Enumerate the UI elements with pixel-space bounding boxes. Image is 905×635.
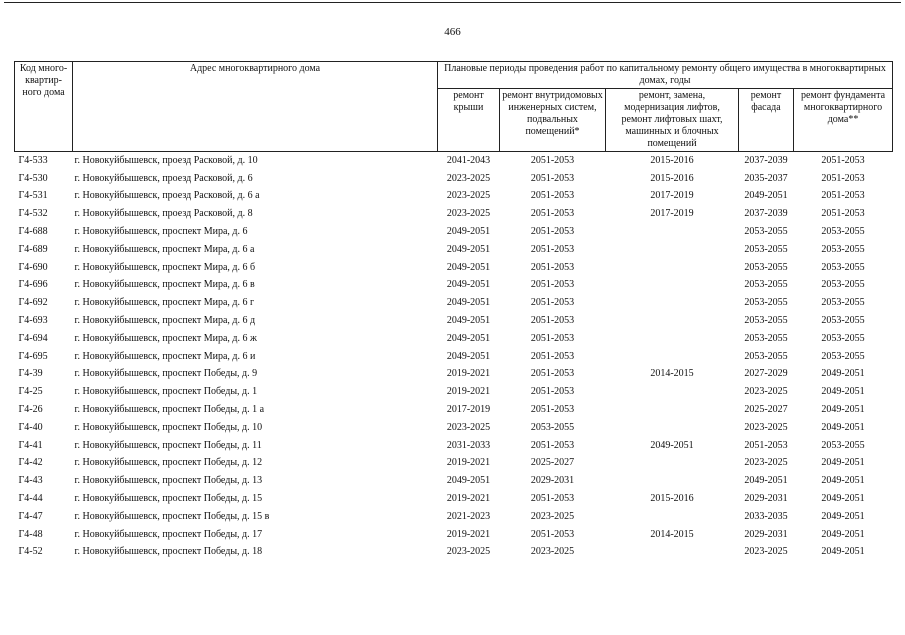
cell-roof-period: 2049-2051 (446, 315, 491, 327)
top-rule (4, 2, 901, 3)
cell-roof-period: 2019-2021 (446, 368, 491, 380)
table-row (15, 455, 893, 473)
cell-foundation-period: 2053-2055 (821, 315, 865, 327)
cell-address: г. Новокуйбышевск, проспект Победы, д. 18 (74, 546, 263, 558)
cell-elevator-period: 2015-2016 (650, 172, 694, 184)
cell-roof-period: 2017-2019 (446, 404, 491, 416)
cell-roof-period: 2031-2033 (446, 439, 491, 451)
cell-engineering-period: 2051-2053 (530, 190, 575, 202)
cell-facade-period: 2037-2039 (744, 154, 788, 166)
cell-engineering-period: 2051-2053 (530, 154, 575, 166)
cell-facade-period: 2023-2025 (744, 546, 788, 558)
cell-roof-period: 2049-2051 (446, 332, 491, 344)
cell-address: г. Новокуйбышевск, проспект Победы, д. 11 (74, 439, 262, 451)
cell-roof-period: 2049-2051 (446, 297, 491, 309)
header-elevator-repair: ремонт, замена, модернизация лифтов, ремонт лифтовых шахт, машинных и блочных помещений (606, 89, 739, 152)
cell-foundation-period: 2051-2053 (821, 208, 865, 220)
header-engineering-repair: ремонт внутридомовых инженерных систем, подвальных помещений* (500, 89, 606, 152)
cell-foundation-period: 2053-2055 (821, 279, 865, 291)
table-row (15, 170, 893, 188)
table-row (15, 508, 893, 526)
cell-engineering-period: 2023-2025 (530, 510, 575, 522)
cell-building-code: Г4-52 (18, 546, 43, 558)
cell-address: г. Новокуйбышевск, проспект Победы, д. 9 (74, 368, 258, 380)
cell-roof-period: 2023-2025 (446, 421, 491, 433)
cell-address: г. Новокуйбышевск, проспект Победы, д. 10 (74, 421, 263, 433)
header-foundation-repair: ремонт фундамента многоквартирного дома** (794, 89, 893, 152)
cell-foundation-period: 2053-2055 (821, 332, 865, 344)
cell-building-code: Г4-696 (18, 279, 48, 291)
cell-facade-period: 2049-2051 (744, 475, 788, 487)
cell-building-code: Г4-530 (18, 172, 48, 184)
table-row (15, 205, 893, 223)
cell-address: г. Новокуйбышевск, проезд Расковой, д. 6 (74, 172, 253, 184)
cell-building-code: Г4-42 (18, 457, 43, 469)
cell-address: г. Новокуйбышевск, проспект Мира, д. 6 б (74, 261, 256, 273)
cell-engineering-period: 2051-2053 (530, 404, 575, 416)
cell-roof-period: 2049-2051 (446, 243, 491, 255)
cell-elevator-period: 2017-2019 (650, 208, 694, 220)
cell-address: г. Новокуйбышевск, проезд Расковой, д. 10 (74, 154, 258, 166)
cell-engineering-period: 2051-2053 (530, 297, 575, 309)
cell-foundation-period: 2053-2055 (821, 243, 865, 255)
table-row (15, 259, 893, 277)
cell-address: г. Новокуйбышевск, проспект Мира, д. 6 д (74, 315, 256, 327)
cell-roof-period: 2049-2051 (446, 279, 491, 291)
cell-engineering-period: 2051-2053 (530, 368, 575, 380)
cell-foundation-period: 2049-2051 (821, 386, 865, 398)
cell-foundation-period: 2049-2051 (821, 528, 865, 540)
cell-address: г. Новокуйбышевск, проезд Расковой, д. 8 (74, 208, 253, 220)
cell-building-code: Г4-692 (18, 297, 48, 309)
cell-elevator-period (606, 455, 739, 473)
cell-facade-period: 2053-2055 (744, 315, 788, 327)
cell-foundation-period: 2051-2053 (821, 172, 865, 184)
cell-foundation-period: 2049-2051 (821, 404, 865, 416)
cell-facade-period: 2053-2055 (744, 332, 788, 344)
table-row (15, 330, 893, 348)
cell-roof-period: 2023-2025 (446, 190, 491, 202)
cell-address: г. Новокуйбышевск, проспект Мира, д. 6 ж (74, 332, 257, 344)
table-row (15, 312, 893, 330)
cell-foundation-period: 2049-2051 (821, 475, 865, 487)
table-row (15, 437, 893, 455)
cell-engineering-period: 2051-2053 (530, 386, 575, 398)
cell-engineering-period: 2051-2053 (530, 332, 575, 344)
cell-roof-period: 2021-2023 (446, 510, 491, 522)
cell-foundation-period: 2049-2051 (821, 421, 865, 433)
cell-building-code: Г4-39 (18, 368, 43, 380)
cell-elevator-period: 2049-2051 (650, 439, 694, 451)
cell-address: г. Новокуйбышевск, проезд Расковой, д. 6 а (74, 190, 260, 202)
cell-roof-period: 2019-2021 (446, 528, 491, 540)
table-row (15, 490, 893, 508)
cell-elevator-period (606, 472, 739, 490)
cell-building-code: Г4-532 (18, 208, 48, 220)
cell-address: г. Новокуйбышевск, проспект Победы, д. 1 а (74, 404, 265, 416)
cell-elevator-period (606, 419, 739, 437)
cell-engineering-period: 2051-2053 (530, 528, 575, 540)
cell-elevator-period: 2014-2015 (650, 368, 694, 380)
cell-elevator-period (606, 259, 739, 277)
cell-facade-period: 2053-2055 (744, 279, 788, 291)
cell-building-code: Г4-25 (18, 386, 43, 398)
cell-foundation-period: 2053-2055 (821, 350, 865, 362)
cell-engineering-period: 2053-2055 (530, 421, 575, 433)
cell-facade-period: 2049-2051 (744, 190, 788, 202)
table-row (15, 152, 893, 170)
cell-building-code: Г4-689 (18, 243, 48, 255)
cell-building-code: Г4-26 (18, 404, 43, 416)
cell-building-code: Г4-41 (18, 439, 43, 451)
cell-address: г. Новокуйбышевск, проспект Мира, д. 6 (74, 226, 248, 238)
cell-building-code: Г4-43 (18, 475, 43, 487)
cell-building-code: Г4-48 (18, 528, 43, 540)
header-roof-repair: ремонт крыши (438, 89, 500, 152)
cell-facade-period: 2053-2055 (744, 350, 788, 362)
cell-engineering-period: 2051-2053 (530, 208, 575, 220)
cell-facade-period: 2053-2055 (744, 243, 788, 255)
cell-roof-period: 2049-2051 (446, 261, 491, 273)
cell-foundation-period: 2051-2053 (821, 154, 865, 166)
cell-facade-period: 2029-2031 (744, 493, 788, 505)
cell-address: г. Новокуйбышевск, проспект Мира, д. 6 в (74, 279, 255, 291)
capital-repair-schedule-table (14, 61, 893, 561)
cell-building-code: Г4-533 (18, 154, 48, 166)
table-row (15, 241, 893, 259)
cell-address: г. Новокуйбышевск, проспект Мира, д. 6 а (74, 243, 255, 255)
cell-address: г. Новокуйбышевск, проспект Победы, д. 15 (74, 493, 263, 505)
cell-engineering-period: 2051-2053 (530, 315, 575, 327)
cell-foundation-period: 2049-2051 (821, 546, 865, 558)
cell-building-code: Г4-690 (18, 261, 48, 273)
cell-roof-period: 2049-2051 (446, 475, 491, 487)
cell-address: г. Новокуйбышевск, проспект Победы, д. 12 (74, 457, 263, 469)
cell-elevator-period (606, 544, 739, 562)
cell-roof-period: 2019-2021 (446, 457, 491, 469)
cell-facade-period: 2023-2025 (744, 421, 788, 433)
cell-facade-period: 2053-2055 (744, 297, 788, 309)
table-row (15, 188, 893, 206)
cell-address: г. Новокуйбышевск, проспект Победы, д. 13 (74, 475, 263, 487)
cell-building-code: Г4-693 (18, 315, 48, 327)
cell-foundation-period: 2049-2051 (821, 493, 865, 505)
cell-facade-period: 2033-2035 (744, 510, 788, 522)
cell-roof-period: 2041-2043 (446, 154, 491, 166)
cell-roof-period: 2023-2025 (446, 172, 491, 184)
cell-elevator-period (606, 294, 739, 312)
table-row (15, 419, 893, 437)
cell-roof-period: 2023-2025 (446, 208, 491, 220)
cell-elevator-period (606, 277, 739, 295)
table-row (15, 223, 893, 241)
header-building-code: Код много-квартир-ного дома (15, 62, 73, 152)
cell-elevator-period (606, 348, 739, 366)
cell-building-code: Г4-40 (18, 421, 43, 433)
cell-facade-period: 2035-2037 (744, 172, 788, 184)
cell-facade-period: 2053-2055 (744, 261, 788, 273)
cell-facade-period: 2023-2025 (744, 457, 788, 469)
cell-engineering-period: 2051-2053 (530, 493, 575, 505)
cell-address: г. Новокуйбышевск, проспект Мира, д. 6 и (74, 350, 256, 362)
table-row (15, 348, 893, 366)
table-row (15, 401, 893, 419)
cell-elevator-period (606, 241, 739, 259)
cell-building-code: Г4-44 (18, 493, 43, 505)
table-row (15, 294, 893, 312)
cell-engineering-period: 2051-2053 (530, 226, 575, 238)
cell-facade-period: 2025-2027 (744, 404, 788, 416)
header-facade-repair: ремонт фасада (739, 89, 794, 152)
cell-engineering-period: 2025-2027 (530, 457, 575, 469)
cell-elevator-period (606, 223, 739, 241)
cell-elevator-period (606, 312, 739, 330)
cell-roof-period: 2019-2021 (446, 493, 491, 505)
cell-facade-period: 2051-2053 (744, 439, 788, 451)
cell-roof-period: 2049-2051 (446, 226, 491, 238)
table-row (15, 383, 893, 401)
cell-elevator-period: 2014-2015 (650, 528, 694, 540)
cell-address: г. Новокуйбышевск, проспект Победы, д. 1 (74, 386, 258, 398)
cell-address: г. Новокуйбышевск, проспект Победы, д. 15 в (74, 510, 270, 522)
cell-foundation-period: 2049-2051 (821, 368, 865, 380)
cell-building-code: Г4-531 (18, 190, 48, 202)
cell-elevator-period: 2015-2016 (650, 154, 694, 166)
page-number: 466 (444, 26, 461, 38)
cell-engineering-period: 2051-2053 (530, 350, 575, 362)
cell-foundation-period: 2053-2055 (821, 297, 865, 309)
cell-elevator-period (606, 401, 739, 419)
cell-elevator-period (606, 330, 739, 348)
header-address: Адрес многоквартирного дома (73, 62, 438, 152)
table-body (15, 152, 893, 562)
cell-foundation-period: 2051-2053 (821, 190, 865, 202)
cell-roof-period: 2023-2025 (446, 546, 491, 558)
cell-engineering-period: 2051-2053 (530, 261, 575, 273)
cell-address: г. Новокуйбышевск, проспект Мира, д. 6 г (74, 297, 255, 309)
cell-roof-period: 2019-2021 (446, 386, 491, 398)
table-row (15, 544, 893, 562)
table-row (15, 277, 893, 295)
cell-engineering-period: 2029-2031 (530, 475, 575, 487)
cell-engineering-period: 2051-2053 (530, 172, 575, 184)
cell-foundation-period: 2053-2055 (821, 226, 865, 238)
cell-facade-period: 2053-2055 (744, 226, 788, 238)
cell-engineering-period: 2051-2053 (530, 243, 575, 255)
cell-foundation-period: 2053-2055 (821, 439, 865, 451)
cell-facade-period: 2029-2031 (744, 528, 788, 540)
cell-elevator-period (606, 383, 739, 401)
cell-building-code: Г4-694 (18, 332, 48, 344)
cell-facade-period: 2037-2039 (744, 208, 788, 220)
cell-address: г. Новокуйбышевск, проспект Победы, д. 17 (74, 528, 263, 540)
cell-foundation-period: 2049-2051 (821, 510, 865, 522)
cell-building-code: Г4-47 (18, 510, 43, 522)
cell-elevator-period (606, 508, 739, 526)
cell-facade-period: 2023-2025 (744, 386, 788, 398)
cell-engineering-period: 2023-2025 (530, 546, 575, 558)
table-row (15, 526, 893, 544)
cell-roof-period: 2049-2051 (446, 350, 491, 362)
cell-engineering-period: 2051-2053 (530, 279, 575, 291)
table-row (15, 366, 893, 384)
table-row (15, 472, 893, 490)
cell-elevator-period: 2015-2016 (650, 493, 694, 505)
cell-building-code: Г4-688 (18, 226, 48, 238)
header-planned-periods: Плановые периоды проведения работ по капитальному ремонту общего имущества в многоквартирных домах, годы (438, 62, 893, 89)
cell-foundation-period: 2053-2055 (821, 261, 865, 273)
cell-engineering-period: 2051-2053 (530, 439, 575, 451)
cell-foundation-period: 2049-2051 (821, 457, 865, 469)
cell-elevator-period: 2017-2019 (650, 190, 694, 202)
cell-facade-period: 2027-2029 (744, 368, 788, 380)
cell-building-code: Г4-695 (18, 350, 48, 362)
